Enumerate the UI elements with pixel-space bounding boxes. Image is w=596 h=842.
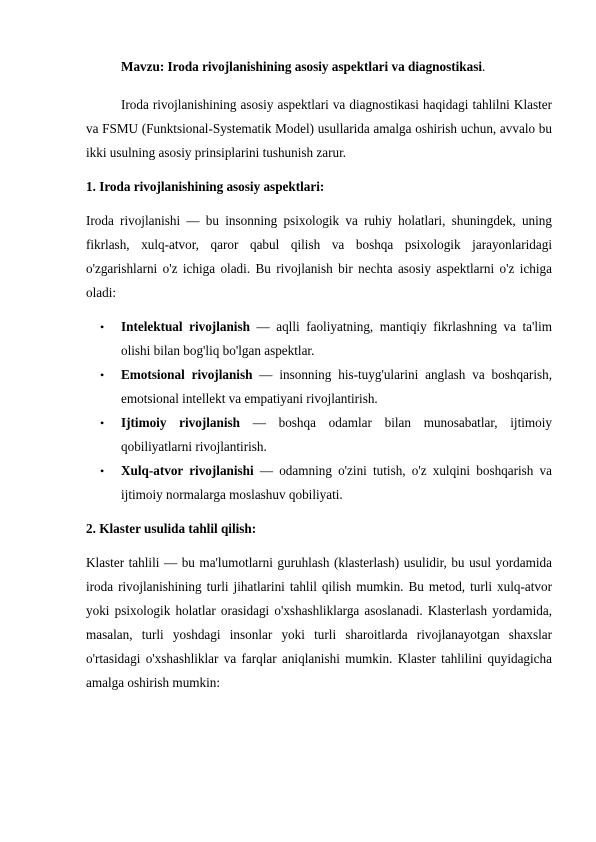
list-item-text: — aqlli faoliyatning, mantiqiy fikrlashning va ta'lim olishi bilan bog'liq bo'lgan aspektlar.	[121, 319, 552, 358]
list-item-term: Intelektual rivojlanish	[121, 319, 250, 334]
list-item	[100, 459, 552, 507]
list-item	[100, 315, 552, 363]
section1-paragraph: Iroda rivojlanishi — bu insonning psixologik va ruhiy holatlari, shuningdek, uning fikrlash, xulq-atvor, qaror qabul qilish va boshqa psixologik jarayonlaridagi o'zgarishlarni o'z ichiga oladi. Bu rivojlanish bir nechta asosiy aspektlarni o'z ichiga oladi:	[86, 213, 552, 300]
bullet-icon: •	[100, 368, 105, 382]
title-period: .	[482, 59, 486, 74]
bullet-icon: •	[100, 464, 105, 478]
intro-paragraph: Iroda rivojlanishining asosiy aspektlari va diagnostikasi haqidagi tahlilni Klaster va FSMU (Funktsional-Systematik Model) usullarida amalga oshirish uchun, avvalo bu ikki usulning asosiy prinsiplarini tushunish zarur.	[86, 97, 552, 160]
bullet-icon: •	[100, 416, 105, 430]
title-text: Mavzu: Iroda rivojlanishining asosiy aspektlari va diagnostikasi	[121, 59, 483, 74]
list-item-term: Emotsional rivojlanish	[121, 367, 253, 382]
bullet-icon: •	[100, 320, 105, 334]
list-item-term: Xulq-atvor rivojlanishi	[121, 463, 254, 478]
list-item-text: — odamning o'zini tutish, o'z xulqini boshqarish va ijtimoiy normalarga moslashuv qobiliyati.	[121, 463, 552, 502]
document-title	[86, 55, 552, 79]
section2-paragraph: Klaster tahlili — bu ma'lumotlarni guruhlash (klasterlash) usulidir, bu usul yordamida iroda rivojlanishining turli jihatlarini tahlil qilish mumkin. Bu metod, turli xulq-atvor yoki psixologik holatlar orasidagi o'xshashliklarga asoslanadi. Klasterlash yordamida, masalan, turli yoshdagi insonlar yoki turli sharoitlarda rivojlanayotgan shaxslar o'rtasidagi o'xshashliklar va farqlar aniqlanishi mumkin. Klaster tahlilini quyidagicha amalga oshirish mumkin:	[86, 555, 552, 690]
list-item-term: Ijtimoiy rivojlanish	[121, 415, 240, 430]
list-item	[100, 363, 552, 411]
list-item-text: — boshqa odamlar bilan munosabatlar, ijtimoiy qobiliyatlarni rivojlantirish.	[121, 415, 553, 454]
aspects-list	[86, 315, 552, 507]
section1-heading: 1. Iroda rivojlanishining asosiy aspektlari:	[86, 179, 325, 194]
list-item-text: — insonning his-tuyg'ularini anglash va boshqarish, emotsional intellekt va empatiyani rivojlantirish.	[121, 367, 552, 406]
section2-heading: 2. Klaster usulida tahlil qilish:	[86, 521, 257, 536]
list-item	[100, 411, 553, 459]
